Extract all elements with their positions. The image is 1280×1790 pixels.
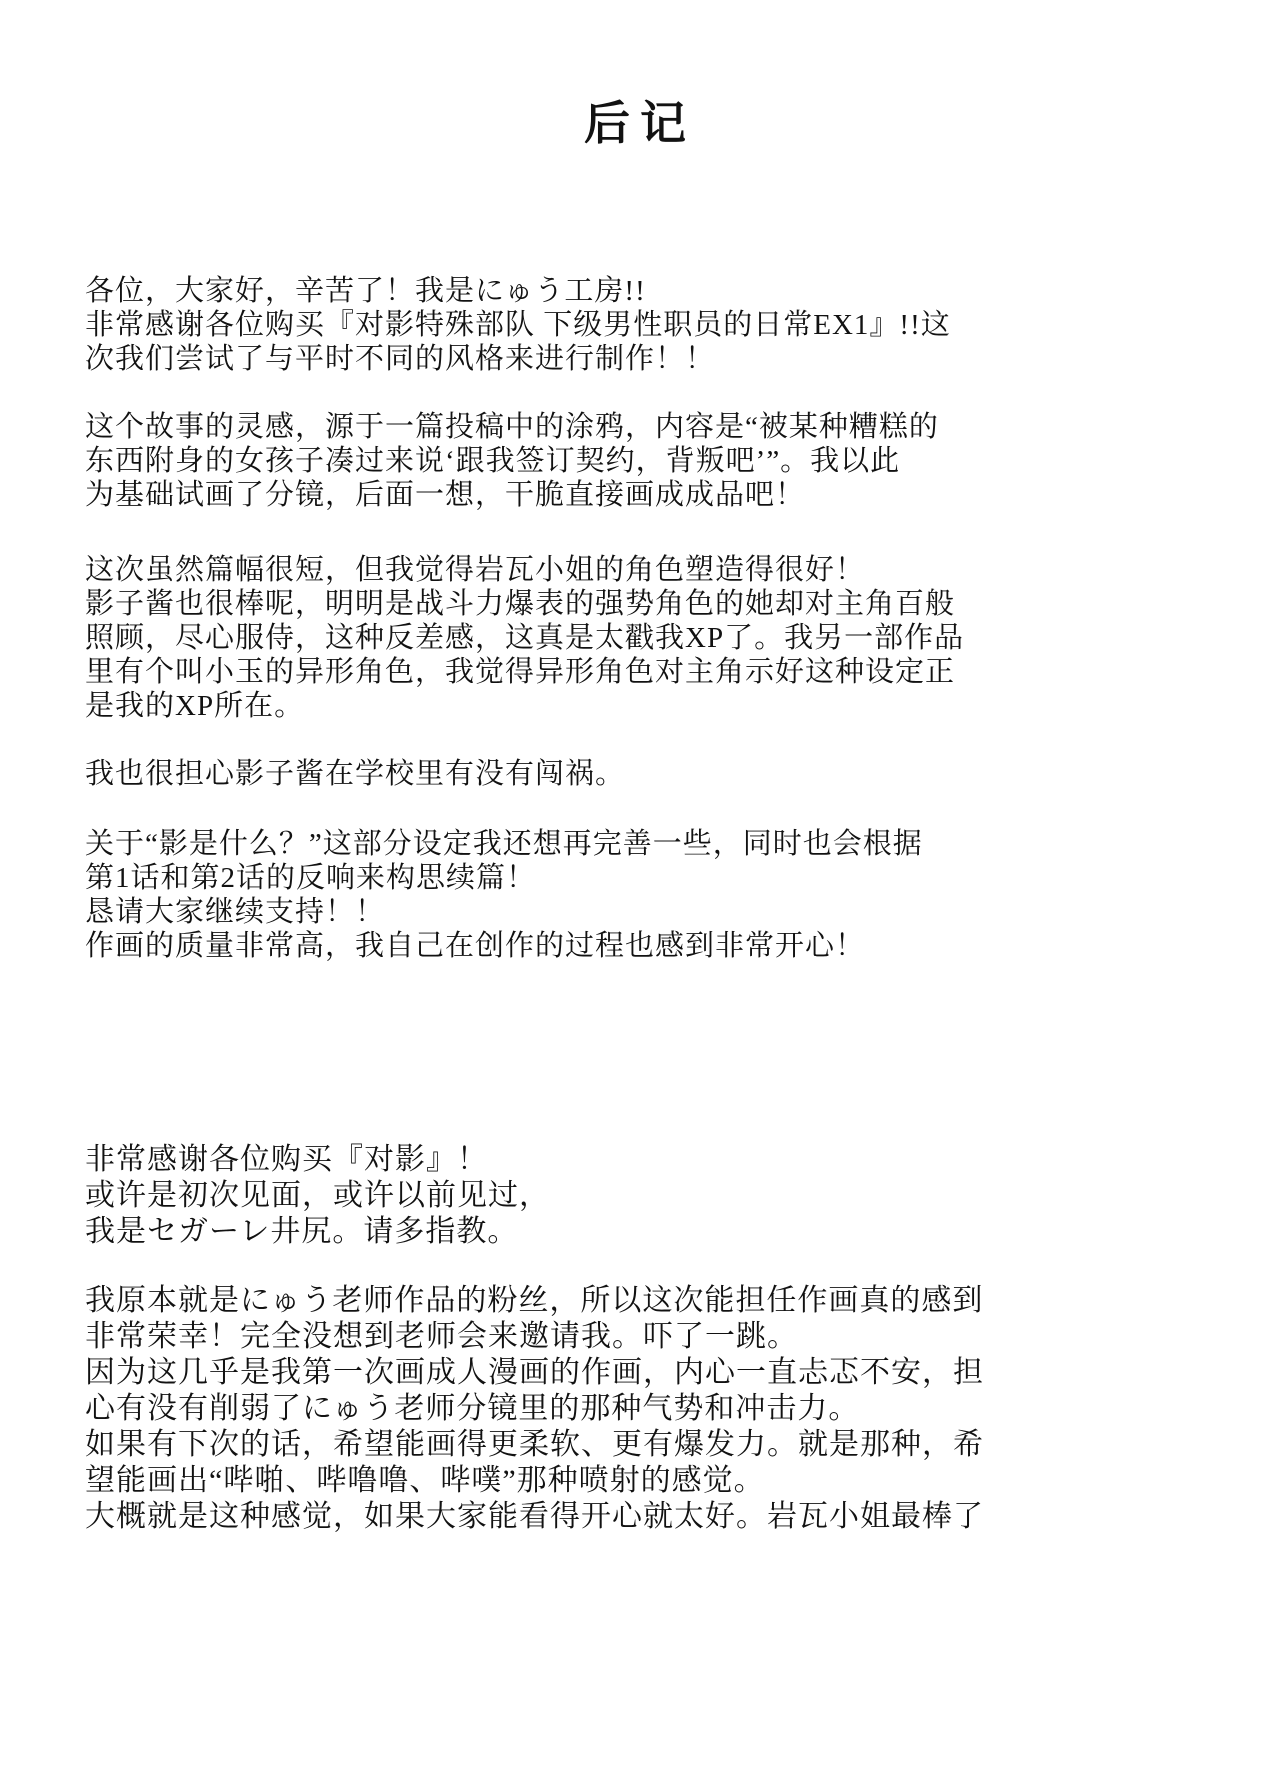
paragraph-greeting <box>85 274 1220 376</box>
text-line: 因为这几乎是我第一次画成人漫画的作画，内心一直忐忑不安，担 <box>85 1356 984 1389</box>
text-line: 非常感谢各位购买『对影』！ <box>85 1143 488 1176</box>
text-line: 各位，大家好，辛苦了！我是にゅう工房!! <box>85 275 646 307</box>
paragraph-artist-message <box>85 1283 1220 1535</box>
text-line: 如果有下次的话，希望能画得更柔软、更有爆发力。就是那种，希 <box>85 1428 984 1461</box>
text-line: 照顾，尽心服侍，这种反差感，这真是太戳我XP了。我另一部作品 <box>85 622 965 654</box>
text-line: 大概就是这种感觉，如果大家能看得开心就太好。岩瓦小姐最棒了 <box>85 1500 984 1533</box>
text-line: 或许是初次见面，或许以前见过， <box>85 1179 550 1212</box>
text-line: 作画的质量非常高，我自己在创作的过程也感到非常开心！ <box>85 930 866 962</box>
text-line: 我是セガーレ井尻。请多指教。 <box>85 1215 519 1248</box>
paragraph-worry <box>85 757 1220 791</box>
text-line: 非常感谢各位购买『对影特殊部队 下级男性职员的日常EX1』!!这 <box>85 309 951 341</box>
paragraph-artist-intro <box>85 1142 1220 1250</box>
text-line: 望能画出“哔啪、哔噜噜、哔噗”那种喷射的感觉。 <box>85 1464 765 1497</box>
text-line: 里有个叫小玉的异形角色，我觉得异形角色对主角示好这种设定正 <box>85 656 956 688</box>
text-line: 第1话和第2话的反响来构思续篇！ <box>85 862 537 894</box>
text-line: 我也很担心影子酱在学校里有没有闯祸。 <box>85 758 626 790</box>
page-title: 后记 <box>584 98 696 149</box>
paragraph-characters <box>85 553 1220 723</box>
text-line: 是我的XP所在。 <box>85 690 305 722</box>
text-line: 东西附身的女孩子凑过来说‘跟我签订契约，背叛吧’”。我以此 <box>85 445 901 477</box>
text-line: 非常荣幸！完全没想到老师会来邀请我。吓了一跳。 <box>85 1320 798 1353</box>
afterword-content <box>0 274 1280 1535</box>
text-line: 恳请大家继续支持！！ <box>85 896 386 928</box>
text-line: 关于“影是什么？”这部分设定我还想再完善一些，同时也会根据 <box>85 828 923 860</box>
text-line: 我原本就是にゅう老师作品的粉丝，所以这次能担任作画真的感到 <box>85 1284 984 1317</box>
text-line: 为基础试画了分镜，后面一想，干脆直接画成成品吧！ <box>85 479 806 511</box>
text-line: 心有没有削弱了にゅう老师分镜里的那种气势和冲击力。 <box>85 1392 860 1425</box>
text-line: 次我们尝试了与平时不同的风格来进行制作！！ <box>85 343 716 375</box>
text-line: 影子酱也很棒呢，明明是战斗力爆表的强势角色的她却对主角百般 <box>85 588 956 620</box>
paragraph-future-plans <box>85 827 1220 963</box>
paragraph-story-inspiration <box>85 410 1220 512</box>
text-line: 这个故事的灵感，源于一篇投稿中的涂鸦，内容是“被某种糟糕的 <box>85 411 939 443</box>
text-line: 这次虽然篇幅很短，但我觉得岩瓦小姐的角色塑造得很好！ <box>85 554 866 586</box>
